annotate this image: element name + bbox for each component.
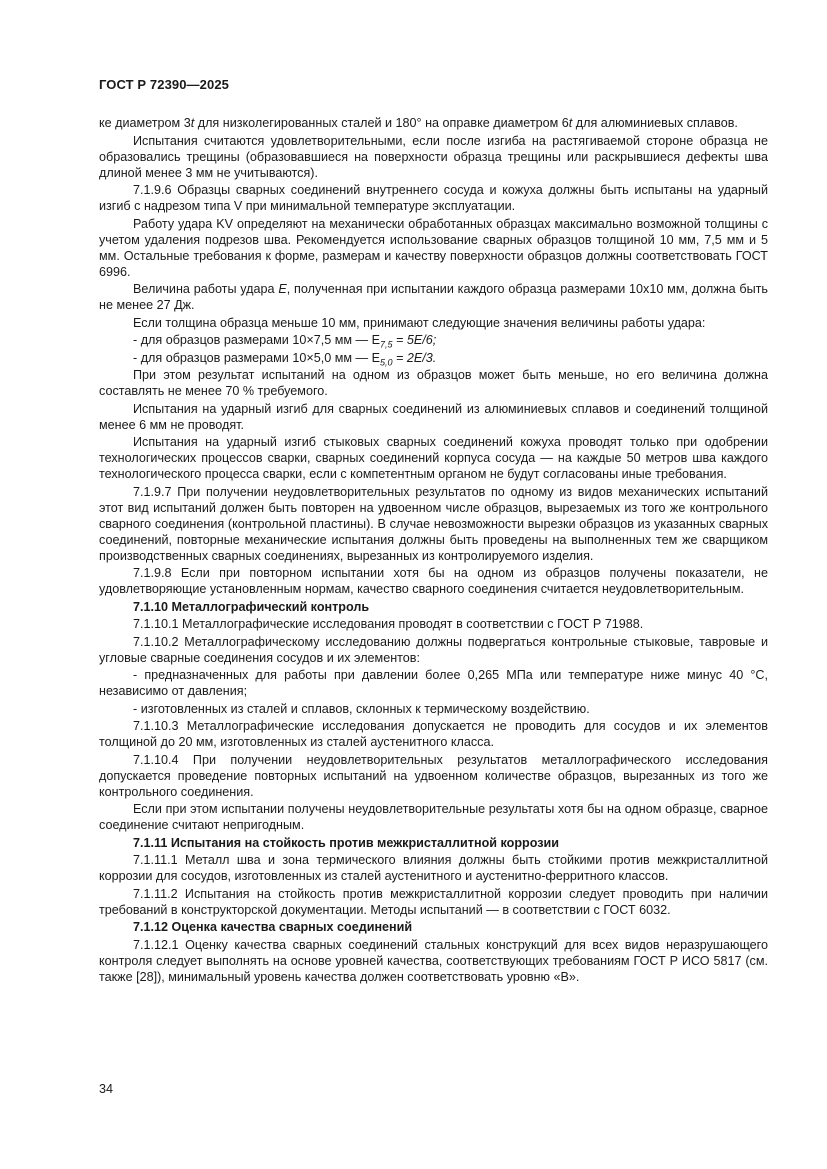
paragraph: При этом результат испытаний на одном из образцов может быть меньше, но его величина должна составлять не менее 70 % требуемого. <box>99 368 768 398</box>
paragraph: 7.1.10.1 Металлографические исследования проводят в соответствии с ГОСТ Р 71988. <box>133 617 644 631</box>
paragraph: Если толщина образца меньше 10 мм, принимают следующие значения величины работы удара: <box>133 315 706 330</box>
paragraph: ке диаметром 3t для низколегированных сталей и 180° на оправке диаметром 6t для алюминиевых сплавов. <box>99 116 738 130</box>
paragraph: 7.1.12.1 Оценку качества сварных соединений стальных конструкций для всех видов неразрушающего контроля следует выполнять на основе уровней качества, соответствующих требованиям ГОСТ Р ИСО 5817 (см. также [28]), минимальный уровень качества должен соответствовать уровню «В». <box>99 937 768 984</box>
paragraph: Величина работы удара E, полученная при испытании каждого образца размерами 10x10 мм, должна быть не менее 27 Дж. <box>99 282 768 312</box>
paragraph: 7.1.10.2 Металлографическому исследованию должны подвергаться контрольные стыковые, тавровые и угловые сварные соединения сосудов и их элементов: <box>99 634 768 665</box>
paragraph: Испытания на ударный изгиб стыковых сварных соединений кожуха проводят только при одобрении технологических процессов сварки, сварных соединений корпуса сосуда — на каждые 50 метров шва каждого технологического процесса сварки, если с компетентным органом не будут согласованы иные требования. <box>99 435 768 481</box>
paragraph: 7.1.9.8 Если при повторном испытании хотя бы на одном из образцов получены показатели, не удовлетворяющие установленным нормам, качество сварного соединения считается неудовлетворительным. <box>99 566 768 596</box>
section-heading: 7.1.10 Металлографический контроль <box>133 599 370 614</box>
paragraph: 7.1.11.2 Испытания на стойкость против межкристаллитной коррозии следует проводить при наличии требований в конструкторской документации. Методы испытаний — в соответствии с ГОСТ 6032. <box>99 886 768 917</box>
paragraph: 7.1.10.3 Металлографические исследования допускается не проводить для сосудов и их элементов толщиной до 20 мм, изготовленных из сталей аустенитного класса. <box>99 719 768 749</box>
document-header: ГОСТ Р 72390—2025 <box>99 77 229 92</box>
paragraph: Испытания считаются удовлетворительными, если после изгиба на растягиваемой стороне образца не образовались трещины (образовавшиеся на поверхности образца трещины или раскрывшиеся дефекты шва длиной менее 3 мм не учитываются). <box>99 133 768 180</box>
list-item: - изготовленных из сталей и сплавов, склонных к термическому воздействию. <box>133 701 590 716</box>
document-body <box>99 115 768 985</box>
paragraph: Испытания на ударный изгиб для сварных соединений из алюминиевых сплавов и соединений толщиной менее 6 мм не проводят. <box>99 401 768 432</box>
paragraph: 7.1.10.4 При получении неудовлетворительных результатов металлографического исследования допускается проведение повторных испытаний на удвоенном количестве образцов, вырезанных из того же контрольного соединения. <box>99 752 768 799</box>
paragraph: 7.1.9.7 При получении неудовлетворительных результатов по одному из видов механических испытаний этот вид испытаний должен быть повторен на удвоенном числе образцов, вырезаемых из того же контрольного сварного соединения (контрольной пластины). В случае невозможности вырезки образцов из указанных сварных соединений, повторные механические испытания должны быть проведены на выполненных тем же сварщиком производственных сварных соединениях, вырезанных из контролируемого изделия. <box>99 484 768 563</box>
paragraph: 7.1.9.6 Образцы сварных соединений внутреннего сосуда и кожуха должны быть испытаны на ударный изгиб с надрезом типа V при минимальной температуре эксплуатации. <box>99 183 768 213</box>
list-item: - предназначенных для работы при давлении более 0,265 МПа или температуре ниже минус 40 °С, независимо от давления; <box>99 668 768 698</box>
paragraph: Если при этом испытании получены неудовлетворительные результаты хотя бы на одном образце, сварное соединение считают непригодным. <box>99 802 768 832</box>
list-item: - для образцов размерами 10×5,0 мм — $E_{5,0} = 2E/3$. <box>133 350 437 368</box>
paragraph: Работу удара KV определяют на механически обработанных образцах максимально возможной толщины с учетом удаления подрезов шва. Рекомендуется использование сварных образцов толщиной 10 мм, 7,5 мм и 5 мм. Остальные требования к форме, размерам и качеству поверхности образцов должны соответствовать ГОСТ 6996. <box>99 216 768 279</box>
section-heading: 7.1.12 Оценка качества сварных соединений <box>133 920 413 934</box>
list-item: - для образцов размерами 10×7,5 мм — $E_{7,5} = 5E/6$; <box>133 333 437 350</box>
page-number: 34 <box>99 1082 114 1096</box>
section-heading: 7.1.11 Испытания на стойкость против межкристаллитной коррозии <box>133 835 559 850</box>
paragraph: 7.1.11.1 Металл шва и зона термического влияния должны быть стойкими против межкристаллитной коррозии для сосудов, изготовленных из сталей аустенитного и аустенитно-ферритного классов. <box>99 853 768 883</box>
